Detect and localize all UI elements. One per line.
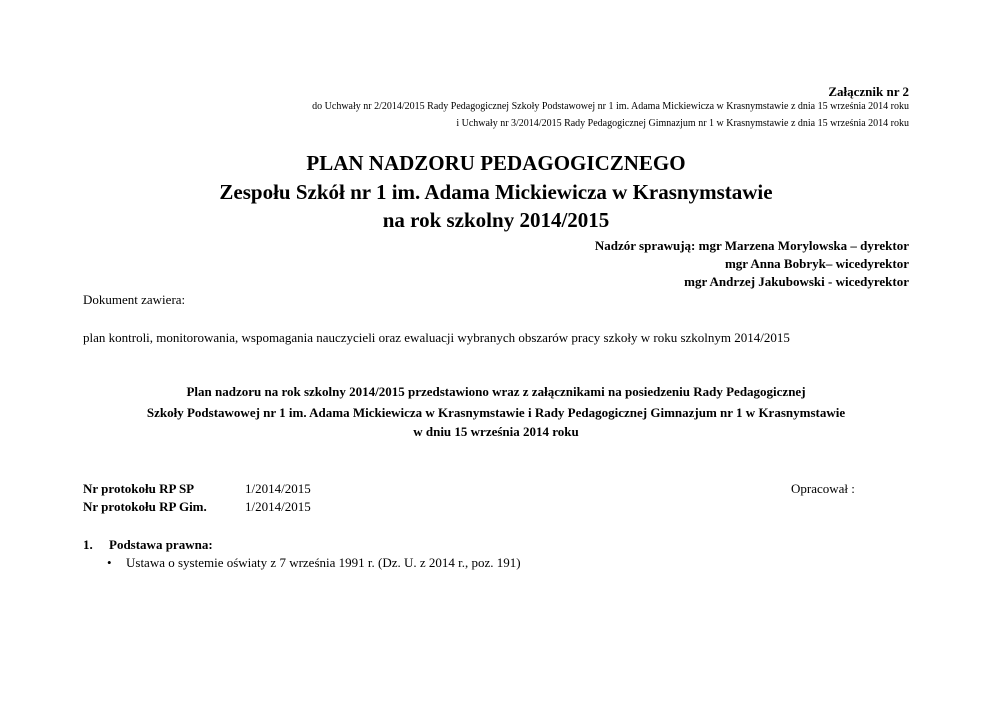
- prepared-by-label: Opracował :: [791, 481, 855, 496]
- school-year-title: na rok szkolny 2014/2015: [382, 208, 610, 232]
- annex-resolution-line-2: i Uchwały nr 3/2014/2015 Rady Pedagogicznej Gimnazjum nr 1 w Krasnymstawie z dnia 15 września 2014 roku: [456, 118, 909, 129]
- protocol-gim-label: Nr protokołu RP Gim.: [83, 499, 207, 514]
- supervisor-director: Nadzór sprawują: mgr Marzena Morylowska – dyrektor: [594, 238, 909, 253]
- presentation-line-3: w dniu 15 września 2014 roku: [413, 424, 579, 439]
- bullet-icon: •: [107, 555, 112, 570]
- protocol-gim-value: 1/2014/2015: [245, 499, 311, 514]
- section-number: 1.: [83, 537, 93, 552]
- annex-title: Załącznik nr 2: [828, 84, 909, 99]
- annex-resolution-line-1: do Uchwały nr 2/2014/2015 Rady Pedagogicznej Szkoły Podstawowej nr 1 im. Adama Mickiewicza w Krasnymstawie z dnia 15 września 2014 roku: [312, 101, 909, 112]
- school-name-title: Zespołu Szkół nr 1 im. Adama Mickiewicza w Krasnymstawie: [219, 180, 773, 204]
- supervisor-vice-director-2: mgr Andrzej Jakubowski - wicedyrektor: [684, 274, 909, 289]
- presentation-line-1: Plan nadzoru na rok szkolny 2014/2015 przedstawiono wraz z załącznikami na posiedzeniu Rady Pedagogicznej: [186, 384, 806, 399]
- document-contents-label: Dokument zawiera:: [83, 292, 186, 307]
- section-title: Podstawa prawna:: [109, 537, 213, 552]
- protocol-sp-label: Nr protokołu RP SP: [83, 481, 195, 496]
- protocol-sp-value: 1/2014/2015: [245, 481, 311, 496]
- main-title: PLAN NADZORU PEDAGOGICZNEGO: [306, 151, 686, 175]
- document-contents-description: plan kontroli, monitorowania, wspomagania nauczycieli oraz ewaluacji wybranych obszarów pracy szkoły w roku szkolnym 2014/2015: [83, 330, 790, 345]
- supervisor-vice-director-1: mgr Anna Bobryk– wicedyrektor: [724, 256, 909, 271]
- presentation-line-2: Szkoły Podstawowej nr 1 im. Adama Mickiewicza w Krasnymstawie i Rady Pedagogicznej Gimnazjum nr 1 w Krasnymstawie: [146, 405, 846, 420]
- list-item: Ustawa o systemie oświaty z 7 września 1991 r. (Dz. U. z 2014 r., poz. 191): [126, 555, 521, 570]
